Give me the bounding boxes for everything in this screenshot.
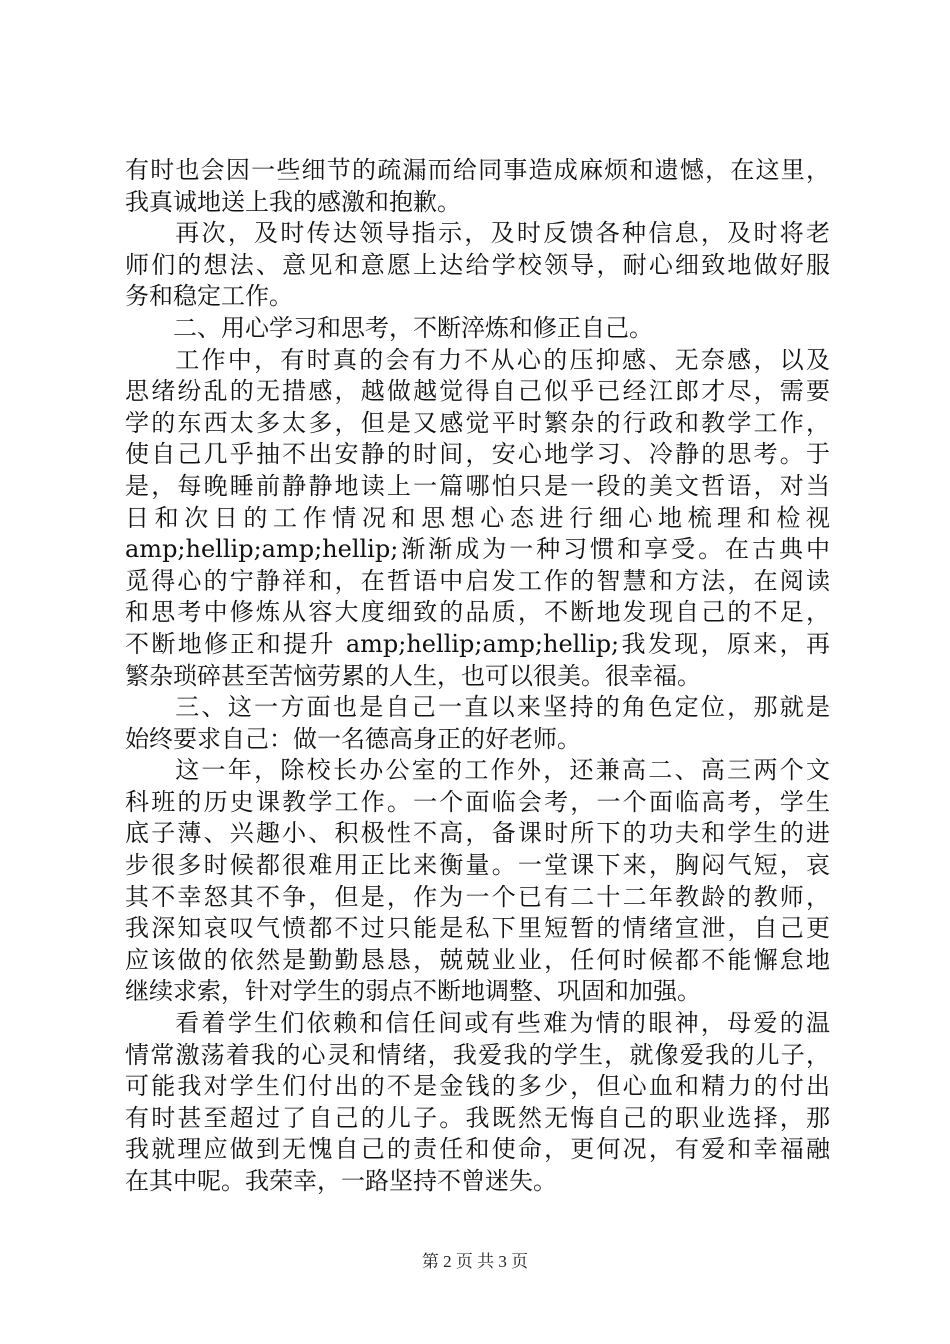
text-line: 有时也会因一些细节的疏漏而给同事造成麻烦和遗憾，在这里， — [125, 156, 830, 184]
text-line: 工作中，有时真的会有力不从心的压抑感、无奈感，以及 — [173, 345, 830, 374]
text-line: 使自己几乎抽不出安静的时间，安心地学习、冷静的思考。于 — [125, 440, 830, 469]
text-line: 务和稳定工作。 — [125, 282, 293, 311]
text-line: 学的东西太多太多，但是又感觉平时繁杂的行政和教学工作， — [125, 408, 830, 437]
text-line: 和思考中修炼从容大度细致的品质，不断地发现自己的不足， — [125, 598, 830, 627]
text-line: 在其中呢。我荣幸，一路坚持不曾迷失。 — [125, 1167, 557, 1195]
text-line: 继续求索，针对学生的弱点不断地调整、巩固和加强。 — [125, 977, 701, 1006]
text-line: 我真诚地送上我的感激和抱歉。 — [125, 187, 461, 216]
text-line: 我就理应做到无愧自己的责任和使命，更何况，有爱和幸福融 — [125, 1135, 830, 1164]
text-line: 情常激荡着我的心灵和情绪，我爱我的学生，就像爱我的儿子， — [125, 1040, 830, 1069]
text-line: 科班的历史课教学工作。一个面临会考，一个面临高考，学生 — [125, 787, 830, 816]
document-body — [125, 155, 830, 1198]
text-line: 师们的想法、意见和意愿上达给学校领导，耐心细致地做好服 — [125, 250, 830, 279]
text-line: 底子薄、兴趣小、积极性不高，备课时所下的功夫和学生的进 — [125, 819, 830, 848]
text-line: 二、用心学习和思考，不断淬炼和修正自己。 — [173, 313, 653, 342]
text-line: 繁杂琐碎甚至苦恼劳累的人生，也可以很美。很幸福。 — [125, 661, 701, 690]
text-line: 有时甚至超过了自己的儿子。我既然无悔自己的职业选择，那 — [125, 1103, 830, 1132]
text-line: 步很多时候都很难用正比来衡量。一堂课下来，胸闷气短，哀 — [125, 851, 830, 880]
text-line: 三、这一方面也是自己一直以来坚持的角色定位，那就是 — [173, 693, 830, 722]
text-line: 是，每晚睡前静静地读上一篇哪怕只是一段的美文哲语，对当 — [125, 471, 830, 500]
text-line: 再次，及时传达领导指示，及时反馈各种信息，及时将老 — [173, 219, 830, 248]
text-line: 思绪纷乱的无措感，越做越觉得自己似乎已经江郎才尽，需要 — [125, 377, 830, 406]
text-line: 日和次日的工作情况和思想心态进行细心地梳理和检视 — [125, 503, 830, 532]
text-line: 可能我对学生们付出的不是金钱的多少，但心血和精力的付出 — [125, 1072, 830, 1101]
text-line: 始终要求自己：做一名德高身正的好老师。 — [125, 724, 581, 753]
text-line: 觅得心的宁静祥和，在哲语中启发工作的智慧和方法，在阅读 — [125, 566, 830, 595]
page-footer: 第 2 页 共 3 页 — [421, 1252, 529, 1271]
text-line: 看着学生们依赖和信任间或有些难为情的眼神，母爱的温 — [173, 1009, 830, 1038]
text-line: 这一年，除校长办公室的工作外，还兼高二、高三两个文 — [173, 756, 830, 785]
text-line: 其不幸怒其不争，但是，作为一个已有二十二年教龄的教师， — [125, 882, 830, 911]
text-line: 我深知哀叹气愤都不过只能是私下里短暂的情绪宣泄，自己更 — [125, 914, 830, 943]
text-line: amp;hellip;amp;hellip;渐渐成为一种习惯和享受。在古典中 — [125, 535, 830, 564]
text-line: 应该做的依然是勤勤恳恳，兢兢业业，任何时候都不能懈怠地 — [125, 945, 830, 974]
text-line: 不断地修正和提升 amp;hellip;amp;hellip;我发现，原来，再 — [125, 629, 830, 658]
